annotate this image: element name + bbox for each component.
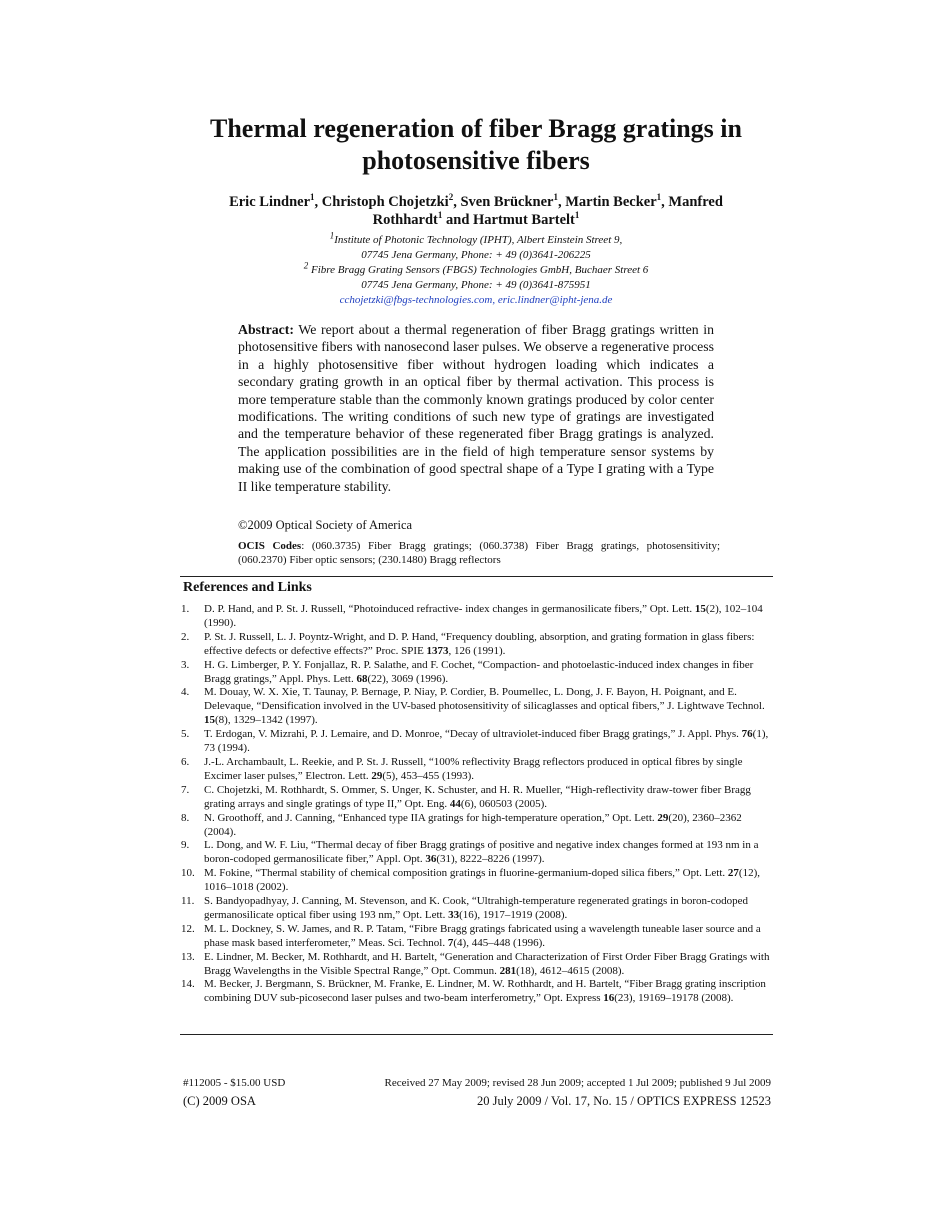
reference-text: P. St. J. Russell, L. J. Poyntz-Wright, and D. P. Hand, “Frequency doubling, absorption, and grating formation in glass fibers: effective defects or defective effects?” Proc. SPIE (204, 630, 755, 657)
reference-volume: 29 (371, 769, 383, 782)
reference-text: S. Bandyopadhyay, J. Canning, M. Stevenson, and K. Cook, “Ultrahigh-temperature regenerated gratings in boron-codoped germanosilicate optical fiber using 193 nm,” Opt. Lett. (204, 895, 748, 921)
reference-volume: 7 (447, 936, 454, 949)
affiliation-marker: 1 (574, 210, 580, 221)
reference-pages: (22), 3069 (1996). (367, 672, 449, 685)
reference-item (181, 839, 771, 867)
affiliation-line (160, 260, 792, 278)
reference-volume: 16 (603, 992, 615, 1005)
reference-number: 5. (181, 728, 190, 741)
reference-item (181, 728, 771, 756)
reference-pages: (23), 19169–19178 (2008). (614, 992, 734, 1005)
author-name: and Hartmut Bartelt (442, 212, 575, 228)
reference-item (181, 631, 771, 659)
reference-text: E. Lindner, M. Becker, M. Rothhardt, and H. Bartelt, “Generation and Characterization of First Order Fiber Bragg Gratings with Bragg Wavelengths in the Visible Spectral Range,” Opt. Commun. (204, 950, 770, 977)
author-name: , Martin Becker (557, 194, 657, 210)
section-divider-bottom (180, 1034, 773, 1035)
reference-pages: (1), 73 (1994). (204, 728, 769, 755)
section-divider-top (180, 576, 773, 577)
ocis-codes (238, 539, 720, 567)
reference-text: C. Chojetzki, M. Rothhardt, S. Ommer, S. Unger, K. Schuster, and H. R. Mueller, “High-reflectivity draw-tower fiber Bragg grating arrays and single gratings of type II,” Opt. Eng. (204, 783, 751, 810)
abstract-label: Abstract: (238, 322, 294, 337)
reference-text: J.-L. Archambault, L. Reekie, and P. St. J. Russell, “100% reflectivity Bragg reflectors produced in optical fibres by single Excimer laser pulses,” Electron. Lett. (204, 755, 743, 782)
reference-text: L. Dong, and W. F. Liu, “Thermal decay of fiber Bragg gratings of positive and negative index changes formed at 193 nm in a boron-codoped germanosilicate fiber,” Appl. Opt. (204, 839, 759, 866)
reference-item (181, 659, 771, 687)
document-id: #112005 - $15.00 USD (183, 1077, 286, 1089)
affiliation-line: 07745 Jena Germany, Phone: + 49 (0)3641-875951 (361, 279, 591, 291)
reference-number: 12. (181, 922, 195, 935)
reference-number: 10. (181, 867, 195, 880)
title-line-1: Thermal regeneration of fiber Bragg gratings in (210, 114, 742, 143)
reference-volume: 68 (356, 672, 368, 685)
reference-number: 4. (181, 686, 190, 699)
author-name: Rothhardt (372, 212, 438, 228)
reference-number: 8. (181, 811, 190, 824)
reference-item (181, 923, 771, 951)
abstract-text: We report about a thermal regeneration of fiber Bragg gratings written in photosensitive fibers with nanosecond laser pulses. We observe a regenerative process in a highly photosensitive fiber without hydrogen loading which indicates a secondary grating growth in an optical fiber by thermal activation. This process is more temperature stable than the commonly known gratings produced by color center modifications. The writing conditions of such new type of gratings are investigated and the temperature behavior of these regenerated fiber Bragg gratings is analyzed. The application possibilities are in the field of high temperature sensor systems by making use of the combination of good spectral shape of a Type I grating with a Type II like temperature stability. (238, 322, 714, 494)
reference-text: M. Fokine, “Thermal stability of chemical composition gratings in fluorine-germanium-doped silica fibers,” Opt. Lett. (204, 867, 728, 880)
author-name: Eric Lindner (229, 194, 311, 210)
reference-volume: 76 (741, 728, 753, 741)
reference-pages: (6), 060503 (2005). (460, 797, 548, 810)
reference-number: 14. (181, 978, 195, 991)
reference-number: 13. (181, 950, 195, 963)
email-links[interactable]: cchojetzki@fbgs-technologies.com, eric.lindner@ipht-jena.de (339, 294, 613, 306)
reference-number: 6. (181, 755, 190, 768)
reference-text: D. P. Hand, and P. St. J. Russell, “Photoinduced refractive- index changes in germanosilicate fibers,” Opt. Lett. (204, 603, 695, 615)
reference-item (181, 756, 771, 784)
reference-volume: 15 (204, 714, 215, 727)
reference-volume: 36 (425, 853, 437, 866)
author-line-2 (160, 211, 792, 229)
abstract (238, 321, 714, 495)
copyright-notice: ©2009 Optical Society of America (238, 518, 413, 532)
reference-item (181, 867, 771, 895)
title-line-2: photosensitive fibers (362, 146, 590, 175)
journal-citation: 20 July 2009 / Vol. 17, No. 15 / OPTICS EXPRESS 12523 (476, 1094, 771, 1108)
reference-pages: (16), 1917–1919 (2008). (459, 908, 568, 921)
reference-number: 1. (181, 603, 190, 615)
affiliation-marker: 1 (656, 192, 662, 203)
affiliation-marker: 2 (303, 260, 309, 271)
affiliation-text: Institute of Photonic Technology (IPHT), Albert Einstein Street 9, (334, 234, 623, 246)
reference-pages: (5), 453–455 (1993). (382, 769, 475, 782)
affiliations (160, 230, 792, 308)
reference-pages: (4), 445–448 (1996). (453, 936, 546, 949)
reference-volume: 27 (727, 867, 739, 880)
ocis-text: : (060.3735) Fiber Bragg gratings; (060.3738) Fiber Bragg gratings, photosensitivity; (060.2370) Fiber optic sensors; (230.1480) Bragg reflectors (238, 540, 720, 566)
reference-pages: (2), 102–104 (1990). (204, 603, 763, 629)
reference-list (181, 603, 771, 1006)
author-name: , Sven Brückner (453, 194, 554, 210)
reference-volume: 33 (448, 908, 460, 921)
reference-number: 11. (181, 895, 195, 908)
reference-text: M. L. Dockney, S. W. James, and R. P. Tatam, “Fibre Bragg gratings fabricated using a wavelength tuneable laser source and a phase mask based interferometer,” Meas. Sci. Technol. (204, 922, 761, 949)
author-name: , Manfred (661, 194, 723, 210)
publication-dates: Received 27 May 2009; revised 28 Jun 2009; accepted 1 Jul 2009; published 9 Jul 2009 (384, 1077, 771, 1089)
reference-volume: 44 (449, 797, 461, 810)
affiliation-marker: 2 (448, 192, 454, 203)
reference-pages: (12), 1016–1018 (2002). (204, 867, 760, 894)
affiliation-line (160, 230, 792, 248)
affiliation-text: Fibre Bragg Grating Sensors (FBGS) Technologies GmbH, Buchaer Street 6 (308, 264, 649, 276)
reference-pages: , 126 (1991). (448, 644, 506, 657)
reference-text: M. Becker, J. Bergmann, S. Brückner, M. Franke, E. Lindner, M. W. Rothhardt, and H. Bartelt, “Fiber Bragg grating inscription combining DUV sub-picosecond laser pulses and two-beam interferometry,” Opt. Express (204, 978, 766, 1005)
affiliation-marker: 1 (553, 192, 558, 203)
paper-title (150, 113, 802, 177)
reference-number: 9. (181, 839, 190, 852)
references-heading: References and Links (183, 580, 312, 595)
affiliation-marker: 1 (329, 230, 335, 241)
author-name: , Christoph Chojetzki (314, 194, 449, 210)
affiliation-marker: 1 (437, 210, 443, 221)
affiliation-marker: 1 (310, 192, 315, 203)
reference-pages: (8), 1329–1342 (1997). (215, 714, 318, 727)
reference-volume: 15 (694, 603, 706, 615)
reference-item (181, 895, 771, 923)
reference-pages: (18), 4612–4615 (2008). (516, 964, 625, 977)
reference-pages: (31), 8222–8226 (1997). (436, 853, 545, 866)
ocis-label: OCIS Codes (238, 540, 302, 552)
reference-text: T. Erdogan, V. Mizrahi, P. J. Lemaire, and D. Monroe, “Decay of ultraviolet-induced fiber Bragg gratings,” J. Appl. Phys. (204, 728, 742, 741)
reference-number: 2. (181, 630, 190, 643)
footer-copyright: (C) 2009 OSA (183, 1094, 256, 1108)
reference-number: 3. (181, 658, 190, 671)
reference-pages: (20), 2360–2362 (2004). (204, 811, 742, 838)
author-list (160, 193, 792, 229)
reference-item (181, 603, 771, 631)
author-line-1 (160, 193, 792, 211)
reference-number: 7. (181, 783, 190, 796)
reference-item (181, 978, 771, 1006)
reference-text: N. Groothoff, and J. Canning, “Enhanced type IIA gratings for high-temperature operation,” Opt. Lett. (204, 811, 658, 824)
reference-volume: 1373 (426, 644, 449, 657)
reference-item (181, 686, 771, 728)
reference-volume: 281 (499, 964, 517, 977)
affiliation-line: 07745 Jena Germany, Phone: + 49 (0)3641-206225 (361, 249, 591, 261)
reference-item (181, 812, 771, 840)
reference-volume: 29 (657, 811, 669, 824)
reference-text: H. G. Limberger, P. Y. Fonjallaz, R. P. Salathe, and F. Cochet, “Compaction- and photoelastic-induced index changes in fiber Bragg gratings,” Appl. Phys. Lett. (204, 658, 754, 685)
reference-text: M. Douay, W. X. Xie, T. Taunay, P. Bernage, P. Niay, P. Cordier, B. Poumellec, L. Dong, J. F. Bayon, H. Poignant, and E. Delevaque, “Densification involved in the UV-based photosensitivity of silicaglasses and optical fibers,” J. Lightwave Technol. (204, 686, 765, 713)
reference-item (181, 784, 771, 812)
reference-item (181, 951, 771, 979)
